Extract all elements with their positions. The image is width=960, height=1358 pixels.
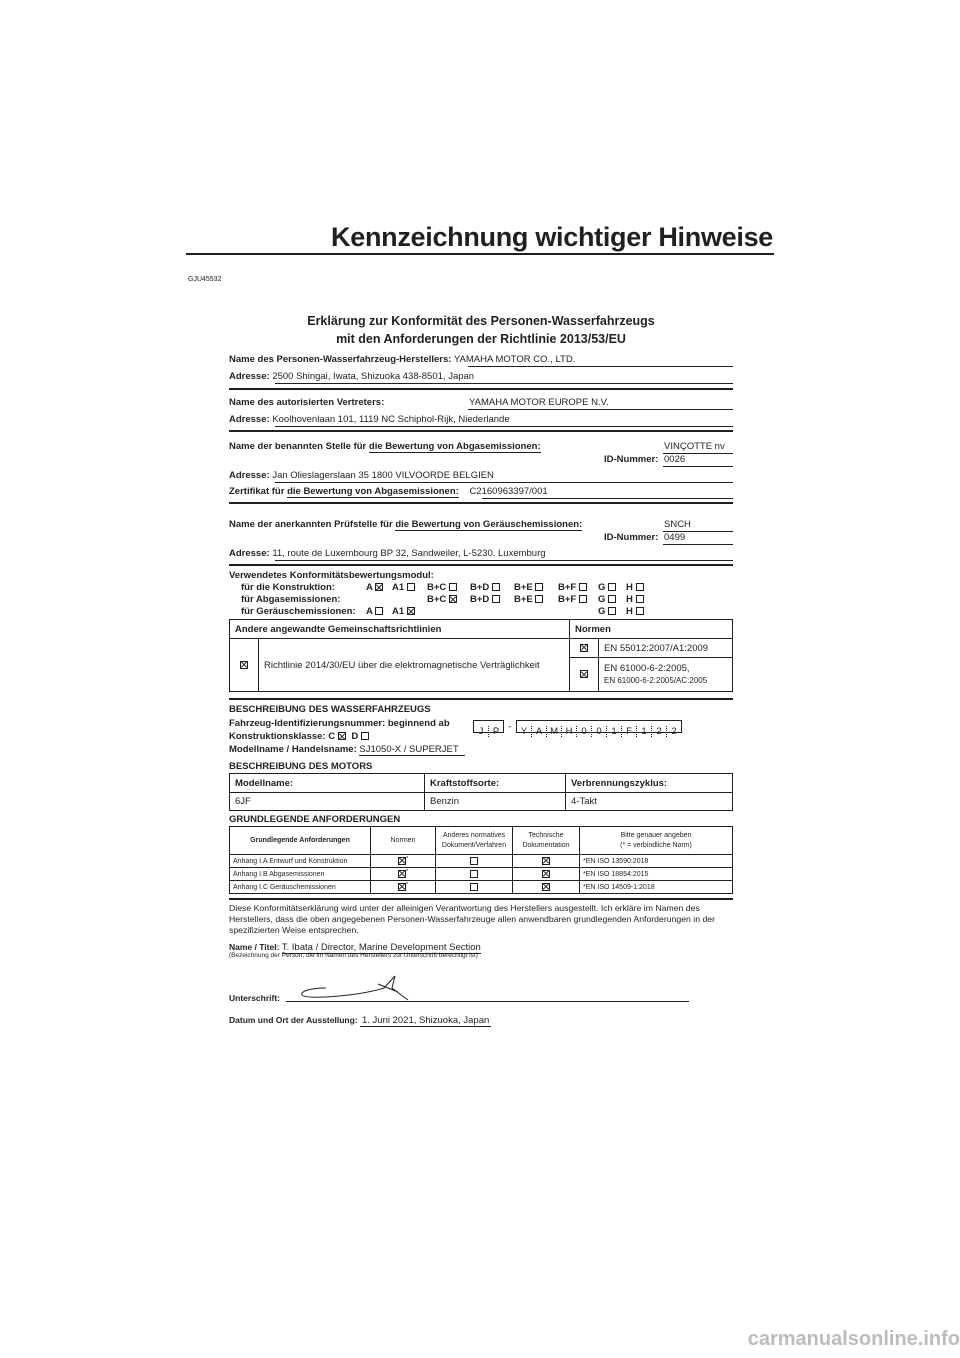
declaration-heading-line1: Erklärung zur Konformität des Personen-Wasserfahrzeugs <box>307 314 655 328</box>
table-row <box>230 881 733 894</box>
signature-label: Unterschrift: <box>229 993 281 1003</box>
checkbox-exhaust-bf[interactable] <box>579 595 587 603</box>
manufacturer-name-value: YAMAHA MOTOR CO., LTD. <box>453 354 576 365</box>
checkbox-req-c-tech-checked[interactable] <box>542 883 550 891</box>
module-title: Verwendetes Konformitätsbewertungsmodul: <box>229 570 434 581</box>
checkbox-exhaust-bc-checked[interactable] <box>449 595 457 603</box>
star-mark: * <box>405 856 409 863</box>
table-row <box>230 855 733 868</box>
vin_part2-char: 1 <box>606 726 621 737</box>
checkbox-req-b-tech-checked[interactable] <box>542 870 550 878</box>
document-id: GJU45532 <box>188 276 222 283</box>
vin_part2-char: 0 <box>591 726 606 737</box>
vin_part2-char: M <box>546 726 561 737</box>
checkbox-req-a-other[interactable] <box>470 857 478 865</box>
signatory-label: Name / Titel: <box>229 942 280 952</box>
notified-body-row <box>229 441 733 453</box>
notified-body-label-underlined: die Bewertung von Abgasemissionen: <box>368 441 541 452</box>
norm1-text: EN 55012:2007/A1:2009 <box>599 639 733 658</box>
vin_part2-char: 2 <box>666 726 681 737</box>
engine-header-fuel: Kraftstoffsorte: <box>425 774 566 793</box>
test-body-label-underlined: die Bewertung von Geräuschemissionen: <box>395 519 583 530</box>
test-body-value: SNCH <box>664 519 691 530</box>
certificate-label: Zertifikat für <box>229 486 285 497</box>
req-header-other-b: Dokument/Verfahren <box>441 841 507 849</box>
notified-body-id-value: 0026 <box>664 454 686 465</box>
construction-class-row <box>229 731 733 743</box>
class-d-label: D <box>351 731 359 742</box>
label-g: G <box>598 582 606 593</box>
section-divider <box>229 698 733 700</box>
certificate-row <box>229 486 733 498</box>
checkbox-construction-bc[interactable] <box>449 583 457 591</box>
checkbox-noise-g[interactable] <box>608 607 616 615</box>
declaration-text: Diese Konformitätserklärung wird unter der alleinigen Verantwortung des Herstellers ausgestellt. Ich erkläre im Namen des Herstellers, dass die oben angegebenen Personen-Wasserfahrzeuge allen anwendbaren grundlegenden Anforderungen in der spezifizierten Weise entsprechen. <box>229 903 716 935</box>
label-h: H <box>626 606 633 617</box>
norm2-cell <box>599 658 733 692</box>
req-row-norm: *EN ISO 13590:2018 <box>580 855 733 868</box>
vin-dash: - <box>508 721 512 733</box>
table-row <box>230 868 733 881</box>
class-c-label: C <box>328 731 336 742</box>
label-h: H <box>626 594 633 605</box>
certificate-value: C2160963397/001 <box>469 486 548 497</box>
notified-body-value: VINÇOTTE nv <box>664 441 725 452</box>
engine-section-title: BESCHREIBUNG DES MOTORS <box>229 761 373 772</box>
manufacturer-address-value: 2500 Shingai, Iwata, Shizuoka 438-8501, Japan <box>272 371 475 382</box>
module-construction-label: für die Konstruktion: <box>241 582 335 593</box>
representative-address-label: Adresse: <box>229 414 270 425</box>
engine-header-model: Modellname: <box>230 774 425 793</box>
signatory-value: T. Ibata / Director, Marine Development Section <box>281 942 481 953</box>
label-bf: B+F <box>558 582 577 593</box>
manufacturer-name-label: Name des Personen-Wasserfahrzeug-Herstellers: <box>229 354 452 365</box>
checkbox-construction-be[interactable] <box>535 583 543 591</box>
representative-name-row <box>229 397 733 409</box>
manufacturer-name-row <box>229 354 733 366</box>
label-h: H <box>626 582 633 593</box>
manufacturer-address-label: Adresse: <box>229 371 270 382</box>
req-header-tech-b: Dokumentation <box>522 841 570 849</box>
vin_part2-char: H <box>561 726 576 737</box>
norm2-text-a: EN 61000-6-2:2005, <box>604 662 690 674</box>
date-row <box>229 1014 733 1027</box>
checkbox-norm1-checked[interactable] <box>580 644 588 652</box>
req-header-other <box>436 827 513 855</box>
vin_part2-char: Y <box>520 726 528 738</box>
test-body-address-label: Adresse: <box>229 548 270 559</box>
vin_part1-char: P <box>488 726 503 737</box>
page-title: Kennzeichnung wichtiger Hinweise <box>331 222 773 252</box>
test-body-address-row <box>229 548 733 560</box>
checkbox-directive-checked[interactable] <box>240 661 248 669</box>
engine-fuel-value: Benzin <box>425 793 566 811</box>
date-label: Datum und Ort der Ausstellung: <box>229 1015 358 1025</box>
requirements-table <box>229 826 733 894</box>
engine-cycle-value: 4-Takt <box>566 793 733 811</box>
req-header-specify-a: Bitte genauer angeben <box>620 831 692 839</box>
req-row-norm: *EN ISO 18854:2015 <box>580 868 733 881</box>
vessel-section-title: BESCHREIBUNG DES WASSERFAHRZEUGS <box>229 704 431 715</box>
checkbox-req-b-norm-checked[interactable] <box>398 869 409 878</box>
vin_part2-char: A <box>531 726 546 737</box>
test-body-id-label: ID-Nummer: <box>604 532 659 543</box>
label-g: G <box>598 606 606 617</box>
norms-header: Normen <box>570 620 733 639</box>
certificate-label-underlined: die Bewertung von Abgasemissionen: <box>287 486 459 497</box>
construction-class-label: Konstruktionsklasse: <box>229 731 326 742</box>
manufacturer-address-row <box>229 371 733 383</box>
vin_part2-char: 0 <box>576 726 591 737</box>
representative-address-value: Koolhovenlaan 101, 1119 NC Schiphol-Rijk, Niederlande <box>272 414 510 425</box>
section-divider <box>229 430 733 432</box>
checkbox-class-c-checked[interactable] <box>338 732 346 740</box>
label-a1: A1 <box>392 606 405 617</box>
label-be: B+E <box>514 582 533 593</box>
notified-body-address-label: Adresse: <box>229 470 270 481</box>
checkbox-norm2-checked[interactable] <box>580 670 588 678</box>
checkbox-req-b-other[interactable] <box>470 870 478 878</box>
req-row-norm: *EN ISO 14509-1:2018 <box>580 881 733 894</box>
req-header-tech-a: Technische <box>528 831 564 839</box>
req-header-other-a: Anderes normatives <box>442 831 506 839</box>
directives-table <box>229 619 733 692</box>
representative-address-row <box>229 414 733 426</box>
engine-table <box>229 773 733 811</box>
req-row-label: Anhang I.B Abgasemissionen <box>230 868 371 881</box>
watermark-text: carmanualsonline.info <box>747 1328 960 1350</box>
representative-name-label: Name des autorisierten Vertreters: <box>229 397 385 408</box>
model-value: SJ1050-X / SUPERJET <box>359 744 464 756</box>
req-header-requirements: Grundlegende Anforderungen <box>230 827 371 855</box>
req-header-norms: Normen <box>371 827 436 855</box>
model-row <box>229 744 733 756</box>
vin_part2-char: 2 <box>651 726 666 737</box>
checkbox-exhaust-bd[interactable] <box>492 595 500 603</box>
directive-checkbox-cell <box>230 639 259 692</box>
label-bc: B+C <box>427 582 447 593</box>
checkbox-construction-g[interactable] <box>608 583 616 591</box>
model-label: Modellname / Handelsname: <box>229 744 357 755</box>
title-rule <box>186 253 774 255</box>
checkbox-req-c-other[interactable] <box>470 883 478 891</box>
checkbox-req-a-tech-checked[interactable] <box>542 857 550 865</box>
test-body-address-value: 11, route de Luxembourg BP 32, Sandweiler, L-5230. Luxemburg <box>272 548 546 559</box>
checkbox-construction-a1[interactable] <box>407 583 415 591</box>
label-bf: B+F <box>558 594 577 605</box>
req-header-specify-b: (* = verbindliche Norm) <box>620 841 692 849</box>
checkbox-construction-a-checked[interactable] <box>375 583 383 591</box>
star-mark: * <box>405 869 409 876</box>
module-noise-label: für Geräuschemissionen: <box>241 606 356 617</box>
representative-name-value: YAMAHA MOTOR EUROPE N.V. <box>469 397 609 408</box>
test-body-row <box>229 519 733 531</box>
checkbox-noise-h[interactable] <box>636 607 644 615</box>
module-exhaust-label: für Abgasemissionen: <box>241 594 341 605</box>
vin_part1-char: J <box>478 726 484 738</box>
star-mark: * <box>405 882 409 889</box>
checkbox-exhaust-h[interactable] <box>636 595 644 603</box>
checkbox-construction-bd[interactable] <box>492 583 500 591</box>
label-be: B+E <box>514 594 533 605</box>
signature-image <box>298 970 412 1004</box>
label-a1: A1 <box>392 582 405 593</box>
section-divider <box>229 502 733 504</box>
checkbox-req-a-norm-checked[interactable] <box>398 856 409 865</box>
notified-body-id-label: ID-Nummer: <box>604 454 659 465</box>
checkbox-noise-a[interactable] <box>375 607 383 615</box>
norm1-checkbox-cell <box>570 639 599 658</box>
norm2-checkbox-cell <box>570 658 599 692</box>
vin-label: Fahrzeug-Identifizierungsnummer: beginnend ab <box>229 718 450 729</box>
declaration-heading-line2: mit den Anforderungen der Richtlinie 2013/53/EU <box>336 332 626 346</box>
section-divider <box>229 564 733 566</box>
notified-body-label: Name der benannten Stelle für <box>229 441 367 452</box>
signatory-note: (Bezeichnung der Person, die im Namen des Herstellers zur Unterschrift berechtigt ist) <box>229 952 478 959</box>
label-bd: B+D <box>470 594 490 605</box>
checkbox-construction-h[interactable] <box>636 583 644 591</box>
req-header-tech <box>513 827 580 855</box>
req-row-label: Anhang I.C Geräuschemissionen <box>230 881 371 894</box>
norm2-text-b: EN 61000-6-2:2005/AC:2005 <box>604 675 708 685</box>
vin_part2-char: 1 <box>636 726 651 737</box>
test-body-label: Name der anerkannten Prüfstelle für <box>229 519 393 530</box>
checkbox-exhaust-be[interactable] <box>535 595 543 603</box>
label-bc: B+C <box>427 594 447 605</box>
checkbox-class-d[interactable] <box>361 732 369 740</box>
section-divider <box>229 898 733 900</box>
label-g: G <box>598 594 606 605</box>
checkbox-noise-a1-checked[interactable] <box>407 607 415 615</box>
engine-header-cycle: Verbrennungszyklus: <box>566 774 733 793</box>
checkbox-exhaust-g[interactable] <box>608 595 616 603</box>
req-row-label: Anhang I.A Entwurf und Konstruktion <box>230 855 371 868</box>
notified-body-address-row <box>229 470 733 482</box>
directives-header: Andere angewandte Gemeinschaftsrichtlinien <box>230 620 570 639</box>
label-a: A <box>366 582 373 593</box>
label-bd: B+D <box>470 582 490 593</box>
req-header-specify <box>580 827 733 855</box>
test-body-id-value: 0499 <box>664 532 686 543</box>
vin_part2-char: F <box>621 726 636 737</box>
checkbox-construction-bf[interactable] <box>579 583 587 591</box>
directive-text: Richtlinie 2014/30/EU über die elektromagnetische Verträglichkeit <box>259 639 570 692</box>
engine-model-value: 6JF <box>230 793 425 811</box>
section-divider <box>229 388 733 390</box>
label-a: A <box>366 606 373 617</box>
date-value: 1. Juni 2021, Shizuoka, Japan <box>361 1015 490 1026</box>
notified-body-address-value: Jan Olieslagerslaan 35 1800 VILVOORDE BELGIEN <box>272 470 494 481</box>
checkbox-req-c-norm-checked[interactable] <box>398 882 409 891</box>
requirements-section-title: GRUNDLEGENDE ANFORDERUNGEN <box>229 814 401 825</box>
